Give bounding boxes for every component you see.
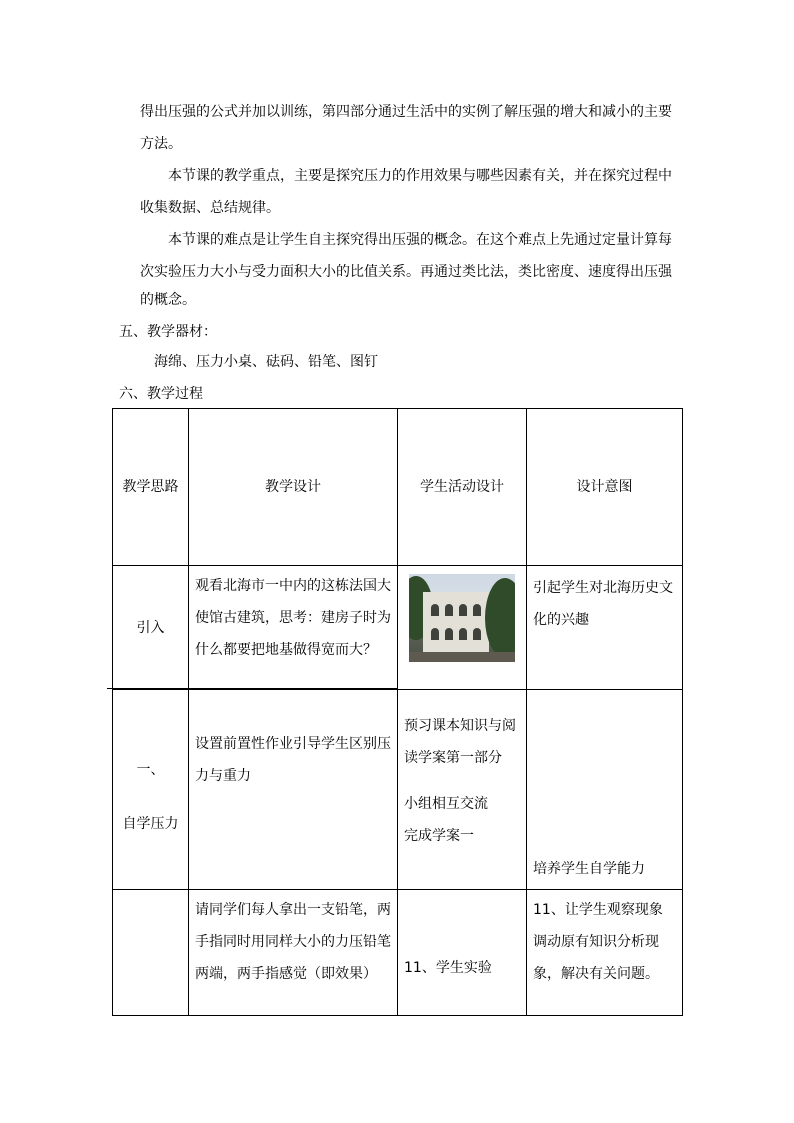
section-5-heading: 五、教学器材： <box>119 324 217 340</box>
paragraph-3-line-2: 次实验压力大小与受力面积大小的比值关系。再通过类比法，类比密度、速度得出压强 <box>140 264 672 280</box>
paragraph-3-line-1: 本节课的难点是让学生自主探究得出压强的概念。在这个难点上先通过定量计算每 <box>168 232 672 248</box>
lesson-process-table <box>112 408 683 1016</box>
paragraph-1-line-1: 得出压强的公式并加以训练，第四部分通过生活中的实例了解压强的增大和减小的主要 <box>140 104 672 120</box>
section-6-heading: 六、教学过程 <box>119 386 203 402</box>
row-3-activity: 11、学生实验 <box>404 960 492 976</box>
paragraph-2-line-1: 本节课的教学重点，主要是探究压力的作用效果与哪些因素有关，并在探究过程中 <box>168 168 672 184</box>
row-2-step-number: 一、 <box>136 762 165 778</box>
row-3-design: 请同学们每人拿出一支铅笔，两手指同时用同样大小的力压铅笔两端，两手指感觉（即效果） <box>195 902 391 982</box>
header-teaching-idea: 教学思路 <box>113 409 189 566</box>
row-2-activity-3: 完成学案一 <box>404 828 474 844</box>
table-header-row <box>113 409 683 566</box>
row-3-step <box>113 890 189 1016</box>
header-design-intent: 设计意图 <box>527 409 683 566</box>
paragraph-2-line-2: 收集数据、总结规律。 <box>140 200 280 216</box>
header-teaching-design: 教学设计 <box>189 409 398 566</box>
table-row <box>113 690 683 890</box>
row-2-design: 设置前置性作业引导学生区别压力与重力 <box>195 736 391 784</box>
paragraph-3-line-3: 的概念。 <box>140 292 196 308</box>
row-2-activity-1: 预习课本知识与阅读学案第一部分 <box>404 718 516 766</box>
table-row <box>113 566 683 690</box>
header-student-activity: 学生活动设计 <box>398 409 527 566</box>
equipment-list: 海绵、压力小桌、砝码、铅笔、图钉 <box>154 354 378 370</box>
row-3-intent: 11、让学生观察现象调动原有知识分析现象，解决有关问题。 <box>533 902 663 982</box>
table-divider-line <box>107 688 397 689</box>
row-1-intent: 引起学生对北海历史文化的兴趣 <box>533 580 673 628</box>
row-2-step-title: 自学压力 <box>122 816 179 832</box>
row-2-activity-2: 小组相互交流 <box>404 796 488 812</box>
row-1-design: 观看北海市一中内的这栋法国大使馆古建筑，思考：建房子时为什么都要把地基做得宽而大？ <box>195 578 391 658</box>
paragraph-1-line-2: 方法。 <box>140 136 182 152</box>
table-row <box>113 890 683 1016</box>
row-2-intent: 培养学生自学能力 <box>533 861 645 877</box>
building-photo <box>409 574 515 662</box>
row-1-step: 引入 <box>113 566 189 690</box>
